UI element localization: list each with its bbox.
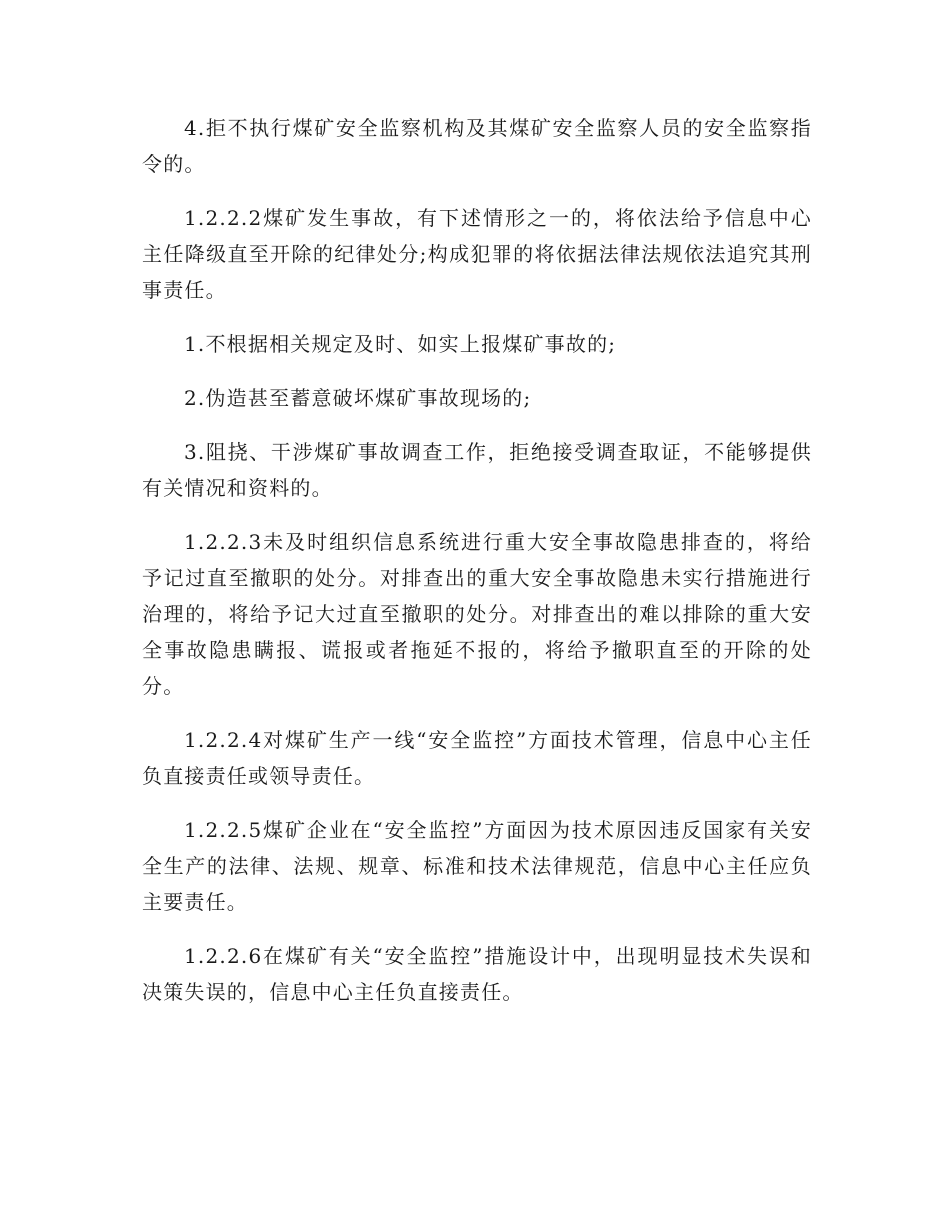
- paragraph-list-item-1: 1.不根据相关规定及时、如实上报煤矿事故的;: [184, 332, 617, 356]
- paragraph-1-2-2-4: 1.2.2.4对煤矿生产一线“安全监控”方面技术管理，信息中心主任负直接责任或领导责任。: [142, 728, 812, 788]
- paragraph-1-2-2-6: 1.2.2.6在煤矿有关“安全监控”措施设计中，出现明显技术失误和决策失误的，信息中心主任负直接责任。: [142, 944, 812, 1004]
- paragraph-list-item-3: 3.阻挠、干涉煤矿事故调查工作，拒绝接受调查取证，不能够提供有关情况和资料的。: [142, 440, 812, 500]
- paragraph-1-2-2-5: 1.2.2.5煤矿企业在“安全监控”方面因为技术原因违反国家有关安全生产的法律、法规、规章、标准和技术法律规范，信息中心主任应负主要责任。: [142, 818, 812, 914]
- paragraph-1-2-2-2: 1.2.2.2煤矿发生事故，有下述情形之一的，将依法给予信息中心主任降级直至开除的纪律处分;构成犯罪的将依据法律法规依法追究其刑事责任。: [142, 206, 812, 302]
- paragraph-item-4: 4.拒不执行煤矿安全监察机构及其煤矿安全监察人员的安全监察指令的。: [142, 116, 812, 176]
- document-body: [142, 110, 812, 1028]
- paragraph-1-2-2-3: 1.2.2.3未及时组织信息系统进行重大安全事故隐患排查的，将给予记过直至撤职的处分。对排查出的重大安全事故隐患未实行措施进行治理的，将给予记大过直至撤职的处分。对排查出的难以排除的重大安全事故隐患瞒报、谎报或者拖延不报的，将给予撤职直至的开除的处分。: [142, 530, 812, 698]
- paragraph-list-item-2: 2.伪造甚至蓄意破坏煤矿事故现场的;: [184, 386, 532, 410]
